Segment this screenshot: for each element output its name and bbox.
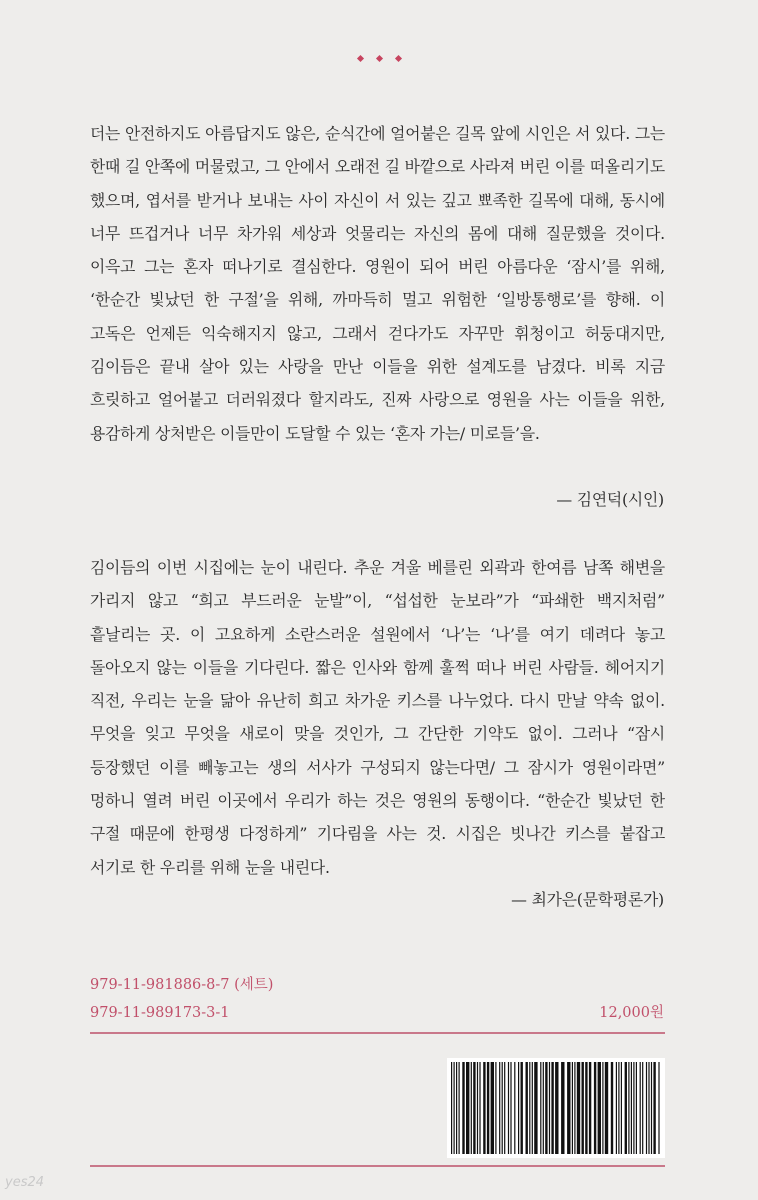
barcode-bar <box>529 1062 530 1154</box>
diamond-icon <box>394 55 401 62</box>
barcode-bar <box>658 1062 659 1154</box>
barcode-bar <box>625 1062 627 1154</box>
barcode-bar <box>628 1062 629 1154</box>
barcode-bar <box>491 1062 494 1154</box>
barcode-bar <box>549 1062 550 1154</box>
barcode-bar <box>621 1062 622 1154</box>
barcode-bar <box>487 1062 489 1154</box>
barcode-bar <box>545 1062 547 1154</box>
review-text-1: 더는 안전하지도 아름답지도 않은, 순식간에 얼어붙은 길목 앞에 시인은 서 있다. 그는 한때 길 안쪽에 머물렀고, 그 안에서 오래전 길 바깥으로 사라져 버린 이를 떠올리기도 했으며, 엽서를 받거나 보내는 사이 자신이 서 있는 깊고 뾰족한 길목에 대해, 동시에 너무 뜨겁거나 너무 차가워 세상과 엇물리는 자신의 몸에 대해 질문했을 것이다. 이윽고 그는 혼자 떠나기로 결심한다. 영원이 되어 버린 아름다운 ‘잠시’를 위해, ‘한순간 빛났던 한 구절’을 위해, 까마득히 멀고 위험한 ‘일방통행로’를 향해. 이 고독은 언제든 익숙해지지 않고, 그래서 걷다가도 자꾸만 휘청이고 허둥대지만, 김이듬은 끝내 살아 있는 사랑을 만난 이들을 위한 설계도를 남겼다. 비록 지금 흐릿하고 얼어붙고 더러워졌다 할지라도, 진짜 사랑으로 영원을 사는 이들을 위한, 용감하게 상처받은 이들만이 도달할 수 있는 ‘혼자 가는/ 미로들’을. <box>90 124 665 443</box>
barcode-bar <box>508 1062 509 1154</box>
barcode-bar <box>631 1062 632 1154</box>
barcode-bar <box>473 1062 475 1154</box>
barcode-bar <box>616 1062 617 1154</box>
diamond-icon <box>356 55 363 62</box>
barcode-bar <box>651 1062 652 1154</box>
barcode-bar <box>451 1062 452 1154</box>
barcode-bar <box>640 1062 641 1154</box>
barcode-bar <box>561 1062 564 1154</box>
barcode-bar <box>456 1062 457 1154</box>
barcode-bar <box>526 1062 528 1154</box>
barcode-bar <box>589 1062 591 1154</box>
barcode-bar <box>483 1062 485 1154</box>
barcode-bar <box>521 1062 523 1154</box>
barcode-bar <box>471 1062 472 1154</box>
barcode-bar <box>534 1062 537 1154</box>
barcode-bar <box>454 1062 455 1154</box>
barcode <box>447 1058 665 1158</box>
barcode-bar <box>598 1062 601 1154</box>
barcode-bar <box>555 1062 558 1154</box>
barcode-bar <box>653 1062 655 1154</box>
barcode-bar <box>479 1062 480 1154</box>
barcode-bar <box>618 1062 619 1154</box>
barcode-bar <box>605 1062 608 1154</box>
barcode-bar <box>574 1062 575 1154</box>
barcode-bar <box>582 1062 584 1154</box>
barcode-bar <box>567 1062 570 1154</box>
barcode-bar <box>633 1062 634 1154</box>
barcode-bar <box>611 1062 613 1154</box>
barcode-bar <box>462 1062 464 1154</box>
barcode-bar <box>577 1062 580 1154</box>
barcode-bar <box>543 1062 544 1154</box>
divider-bottom <box>90 1165 665 1167</box>
barcode-bar <box>514 1062 515 1154</box>
barcode-bar <box>499 1062 500 1154</box>
isbn-book: 979-11-989173-3-1 <box>90 1005 230 1021</box>
watermark-logo: yes24 <box>5 1175 45 1190</box>
barcode-bar <box>551 1062 553 1154</box>
barcode-bar <box>459 1062 460 1154</box>
review-attribution-1: — 김연덕(시인) <box>556 490 664 509</box>
barcode-bar <box>602 1062 603 1154</box>
barcode-bar <box>510 1062 511 1154</box>
barcode-bar <box>642 1062 643 1154</box>
barcode-bar <box>540 1062 541 1154</box>
barcode-bar <box>572 1062 573 1154</box>
price-label: 12,000원 <box>599 1005 664 1021</box>
barcode-bar <box>518 1062 519 1154</box>
barcode-bar <box>636 1062 637 1154</box>
diamond-icon <box>375 55 382 62</box>
barcode-bar <box>477 1062 478 1154</box>
ornament-dots <box>0 56 758 61</box>
barcode-bar <box>646 1062 647 1154</box>
divider-top <box>90 1032 665 1034</box>
barcode-bar <box>495 1062 496 1154</box>
barcode-icon <box>447 1058 665 1158</box>
barcode-bar <box>532 1062 533 1154</box>
barcode-bar <box>504 1062 505 1154</box>
review-text-2: 김이듬의 이번 시집에는 눈이 내린다. 추운 겨울 베를린 외곽과 한여름 남쪽 해변을 가리지 않고 “희고 부드러운 눈발”이, “섭섭한 눈보라”가 “파쇄한 백지처럼” 흩날리는 곳. 이 고요하게 소란스러운 설원에서 ‘나’는 ‘나’를 여기 데려다 놓고 돌아오지 않는 이들을 기다린다. 짧은 인사와 함께 훌쩍 떠나 버린 사람들. 헤어지기 직전, 우리는 눈을 닮아 유난히 희고 차가운 키스를 나누었다. 다시 만날 약속 없이. 무엇을 잊고 무엇을 새로이 맞을 것인가, 그 간단한 기약도 없이. 그러나 “잠시 등장했던 이를 빼놓고는 생의 서사가 구성되지 않는다면/ 그 잠시가 영원이라면” 멍하니 열려 버린 이곳에서 우리가 하는 것은 영원의 동행이다. “한순간 빛났던 한 구절 때문에 한평생 다정하게” 기다림을 사는 것. 시집은 빗나간 키스를 붙잡고 서기로 한 우리를 위해 눈을 내린다. <box>90 558 665 877</box>
barcode-bar <box>502 1062 503 1154</box>
barcode-bar <box>466 1062 469 1154</box>
isbn-set: 979-11-981886-8-7 (세트) <box>90 977 274 993</box>
review-attribution-2: — 최가은(문학평론가) <box>511 890 664 909</box>
barcode-bar <box>585 1062 587 1154</box>
barcode-bar <box>594 1062 596 1154</box>
barcode-bar <box>648 1062 649 1154</box>
